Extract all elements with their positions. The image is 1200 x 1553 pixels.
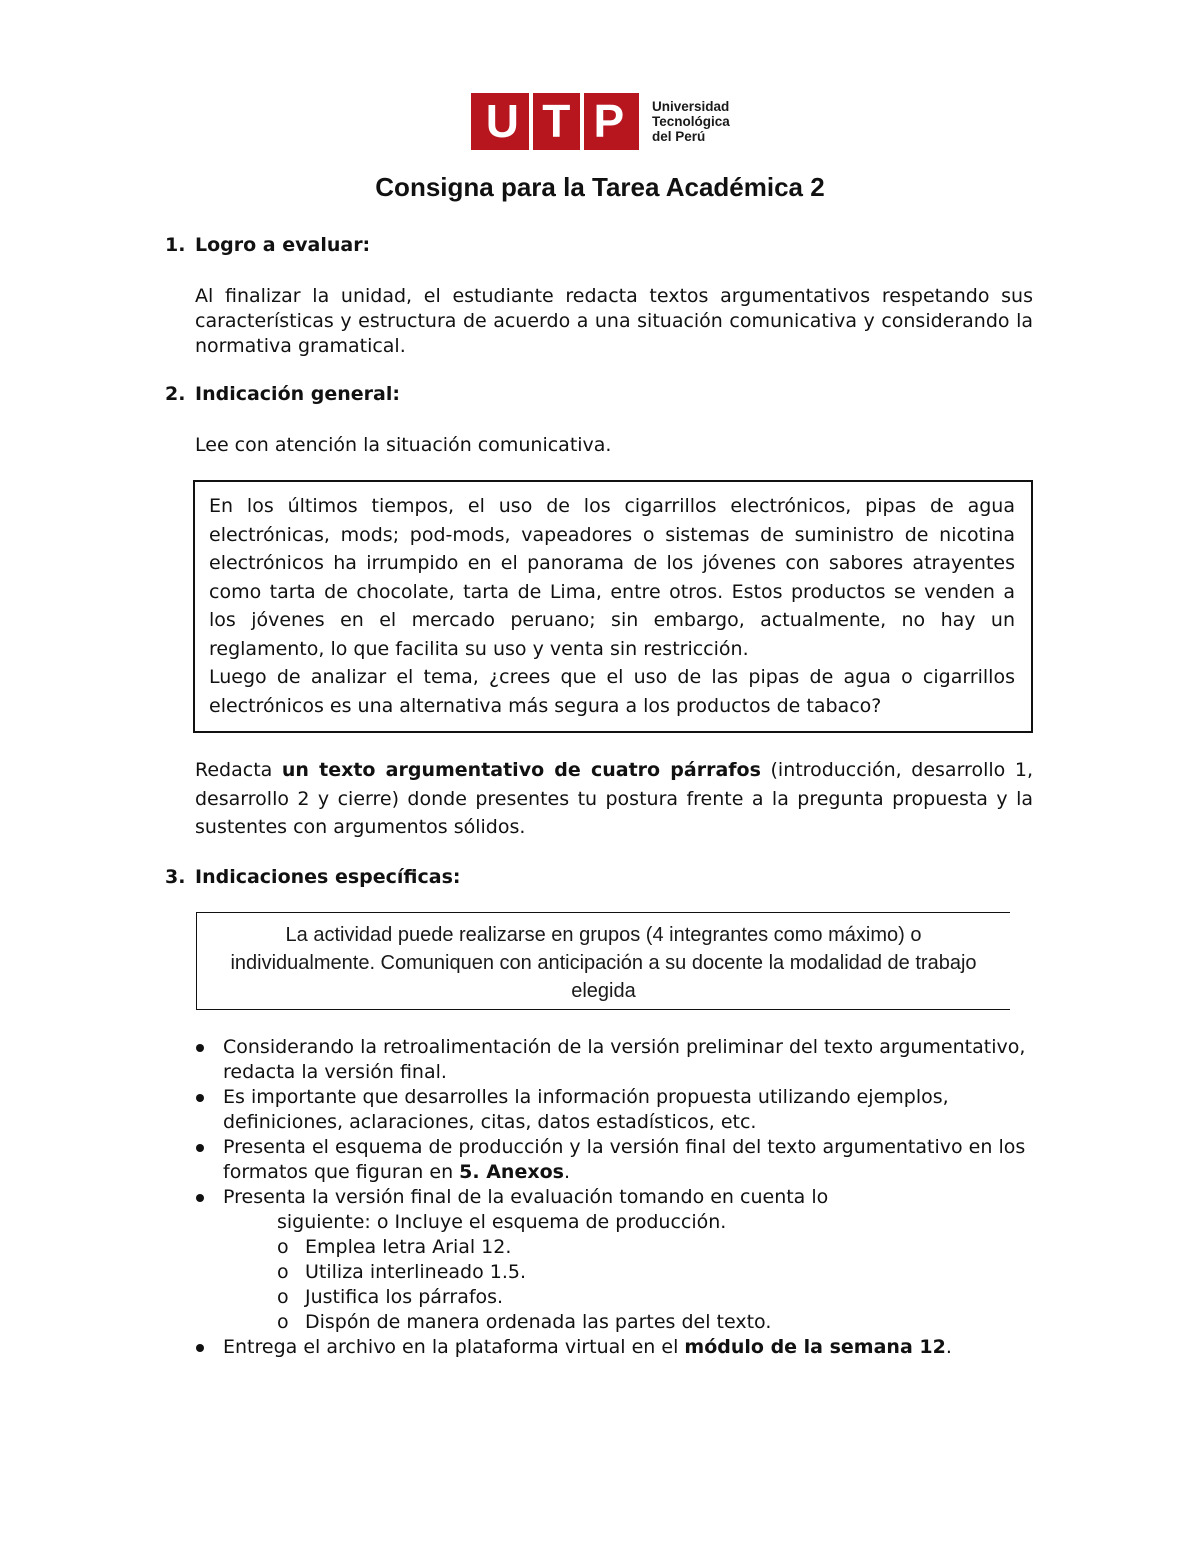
sub-list-item	[195, 1235, 1055, 1260]
list-item-text: Entrega el archivo en la plataforma virtual en el	[223, 1336, 685, 1358]
task-emphasis: un texto argumentativo de cuatro párrafos	[281, 759, 761, 781]
section-heading-text: Indicaciones específicas:	[195, 866, 461, 888]
section-2-heading	[165, 383, 400, 405]
list-item-text: Presenta la versión final de la evaluación tomando en cuenta lo	[223, 1186, 829, 1208]
sub-bullet-marker: o	[277, 1286, 289, 1308]
section-heading-text: Indicación general:	[195, 383, 400, 405]
section-number: 1.	[165, 234, 186, 256]
sub-list-item	[195, 1310, 1055, 1335]
logo-letter-t: T	[542, 95, 571, 147]
sub-list-item-text: siguiente: o Incluye el esquema de producción.	[277, 1211, 727, 1233]
list-item-text: .	[563, 1161, 571, 1183]
task-instruction	[195, 756, 1033, 842]
section-1-heading	[165, 234, 370, 256]
sub-list-item-text: Emplea letra Arial 12.	[305, 1236, 512, 1258]
bullet-icon	[196, 1144, 204, 1152]
situation-paragraph: En los últimos tiempos, el uso de los cigarrillos electrónicos, pipas de agua electrónicas, mods; pod-mods, vapeadores o sistemas de suministro de nicotina electrónicos ha irrumpido en el panorama de los jóvenes con sabores atrayentes como tarta de chocolate, tarta de Lima, entre otros. Estos productos se venden a los jóvenes en el mercado peruano; sin embargo, actualmente, no hay un reglamento, lo que facilita su uso y venta sin restricción.	[209, 495, 1015, 660]
section-heading-text: Logro a evaluar:	[195, 234, 371, 256]
sub-list-item-text: Utiliza interlineado 1.5.	[305, 1261, 527, 1283]
section-3-heading	[165, 866, 461, 888]
logo-mark	[471, 93, 639, 150]
list-item-text: .	[945, 1336, 952, 1358]
list-item-text: Es importante que desarrolles la información propuesta utilizando ejemplos, definiciones, aclaraciones, citas, datos estadísticos, etc.	[223, 1086, 949, 1133]
list-item	[195, 1135, 1055, 1185]
logo-text-line: Universidad	[652, 99, 730, 114]
section-number: 2.	[165, 383, 186, 405]
communicative-situation-box	[193, 480, 1033, 733]
section-1-text: Al finalizar la unidad, el estudiante redacta textos argumentativos respetando sus características y estructura de acuerdo a una situación comunicativa y considerando la normativa gramatical.	[195, 285, 1033, 357]
task-text: (introducción, desarrollo 1, desarrollo 2 y cierre) donde presentes tu postura frente a la pregunta propuesta y la sustentes con argumentos sólidos.	[195, 759, 1033, 838]
bullet-icon	[196, 1044, 204, 1052]
task-text: Redacta	[195, 759, 282, 781]
list-item	[195, 1335, 1055, 1360]
sub-list-item-text: Dispón de manera ordenada las partes del texto.	[305, 1311, 772, 1333]
utp-logo	[471, 93, 730, 150]
sub-list-item	[195, 1260, 1055, 1285]
logo-letter-p: P	[593, 95, 625, 147]
sub-list-item	[195, 1210, 1055, 1235]
document-title: Consigna para la Tarea Académica 2	[375, 172, 825, 202]
logo-letter-u: U	[485, 95, 520, 147]
logo-separator	[580, 93, 584, 150]
bullet-icon	[196, 1344, 204, 1352]
sub-list-item-text: Justifica los párrafos.	[305, 1286, 504, 1308]
list-item	[195, 1035, 1055, 1085]
list-item-text: Considerando la retroalimentación de la versión preliminar del texto argumentativo, redacta la versión final.	[223, 1036, 1026, 1083]
bullet-icon	[196, 1094, 204, 1102]
sub-bullet-marker: o	[277, 1261, 289, 1283]
list-item	[195, 1085, 1055, 1135]
list-item	[195, 1185, 1055, 1210]
specific-instructions-list	[195, 1035, 1055, 1360]
group-note-box: La actividad puede realizarse en grupos (4 integrantes como máximo) o individualmente. Comuniquen con anticipación a su docente la modalidad de trabajo elegida	[196, 912, 1010, 1010]
list-item-text: Presenta el esquema de producción y la versión final del texto argumentativo en los formatos que figuran en	[223, 1136, 1026, 1183]
logo-text-line: Tecnológica	[652, 114, 730, 129]
section-number: 3.	[165, 866, 186, 888]
situation-question: Luego de analizar el tema, ¿crees que el uso de las pipas de agua o cigarrillos electrónicos es una alternativa más segura a los productos de tabaco?	[209, 666, 1015, 717]
logo-text-line: del Perú	[652, 129, 706, 144]
sub-bullet-marker: o	[277, 1236, 289, 1258]
sub-bullet-marker: o	[277, 1311, 289, 1333]
sub-list-item	[195, 1285, 1055, 1310]
logo-wordmark	[652, 99, 730, 144]
list-item-emphasis: 5. Anexos	[459, 1161, 564, 1183]
bullet-icon	[196, 1194, 204, 1202]
list-item-emphasis: módulo de la semana 12	[684, 1336, 946, 1358]
section-2-intro: Lee con atención la situación comunicativa.	[195, 434, 612, 456]
logo-separator	[529, 93, 533, 150]
